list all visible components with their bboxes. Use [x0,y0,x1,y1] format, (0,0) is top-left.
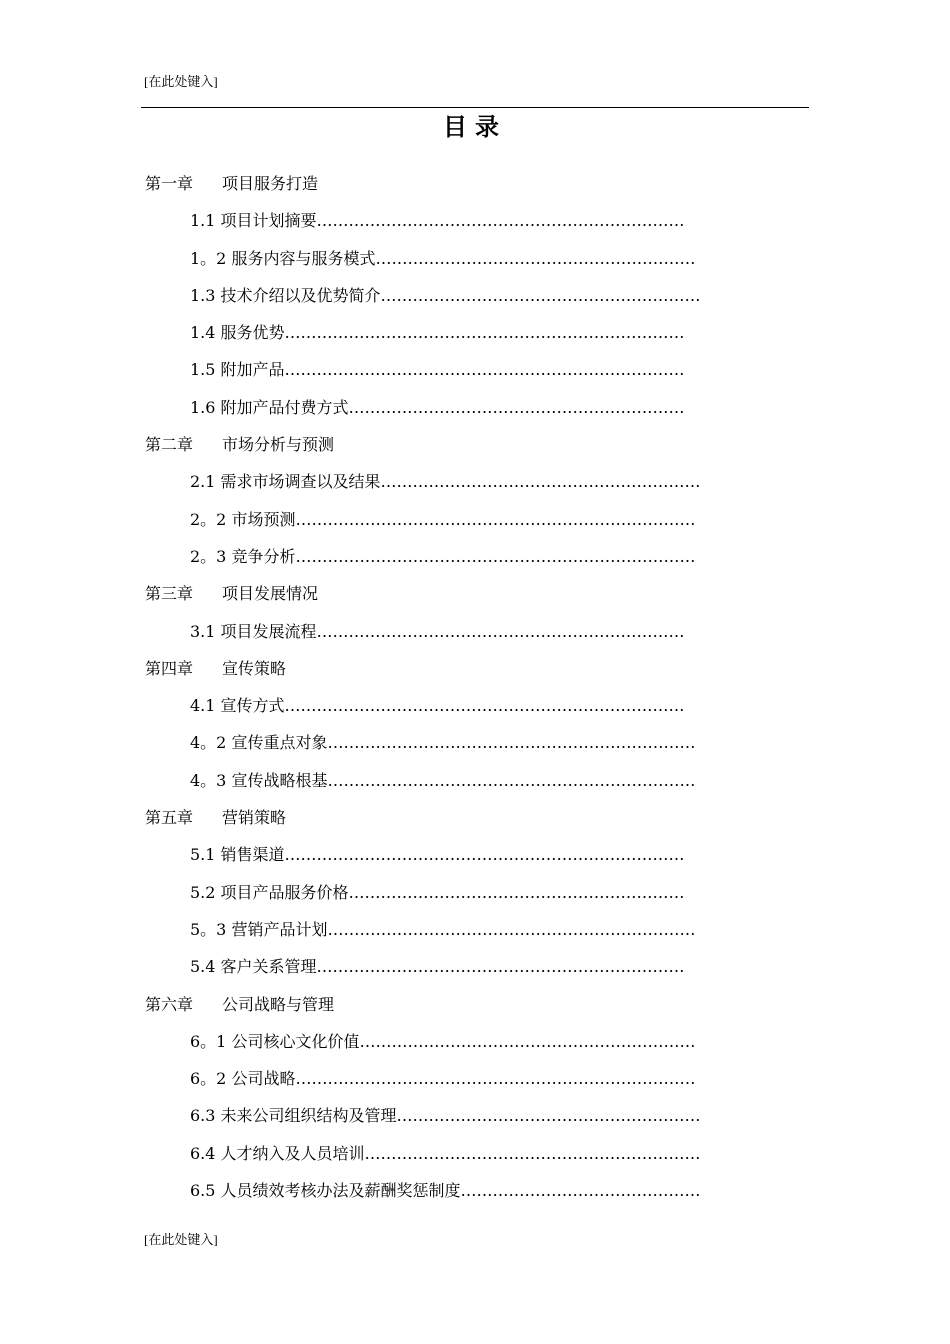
section-title: 2。3 竞争分析 [190,546,296,566]
page-title: 目录 [443,113,507,141]
toc-section[interactable] [0,314,950,351]
toc-section[interactable] [0,277,950,314]
toc-section[interactable] [0,389,950,426]
section-title: 1.1 项目计划摘要 [190,211,317,231]
dot-leader: ………………………………………………… [396,1106,701,1126]
section-title: 1.5 附加产品 [190,360,285,380]
toc-section[interactable] [0,874,950,911]
section-title: 3.1 项目发展流程 [190,621,317,641]
toc-chapter[interactable] [0,426,950,463]
chapter-title: 营销策略 [222,808,287,828]
toc-section[interactable] [0,724,950,761]
chapter-number: 第六章 [145,994,194,1014]
toc-section[interactable] [0,762,950,799]
toc-section[interactable] [0,1135,950,1172]
dot-leader: ………………………………………………………………… [295,1069,696,1089]
dot-leader: ………………………………………………………………… [284,323,685,343]
header-rule [141,107,809,108]
dot-leader: …………………………………………………………… [327,919,696,939]
dot-leader: ………………………………………………………………… [284,845,685,865]
header-placeholder[interactable]: [在此处键入] [144,74,218,89]
chapter-number: 第二章 [145,435,194,455]
section-title: 6。1 公司核心文化价值 [190,1031,360,1051]
chapter-title: 公司战略与管理 [222,994,335,1014]
section-title: 4.1 宣传方式 [190,696,285,716]
dot-leader: …………………………………………………… [380,472,701,492]
chapter-title: 市场分析与预测 [222,435,335,455]
dot-leader: …………………………………………………………… [316,621,685,641]
chapter-number: 第四章 [145,658,194,678]
toc-section[interactable] [0,240,950,277]
toc-section[interactable] [0,538,950,575]
dot-leader: …………………………………………………………… [327,770,696,790]
chapter-title: 宣传策略 [222,658,287,678]
toc-section[interactable] [0,1097,950,1134]
dot-leader: …………………………………………………………… [316,957,685,977]
section-title: 5.4 客户关系管理 [190,957,317,977]
toc-section[interactable] [0,501,950,538]
section-title: 1.6 附加产品付费方式 [190,397,349,417]
dot-leader: ………………………………………………………………… [284,696,685,716]
dot-leader: ……………………………………………………… [348,882,685,902]
dot-leader: ……………………………………… [460,1181,701,1201]
toc-section[interactable] [0,1023,950,1060]
toc-section[interactable] [0,1060,950,1097]
toc-chapter[interactable] [0,165,950,202]
chapter-number: 第五章 [145,808,194,828]
toc-section[interactable] [0,351,950,388]
toc-chapter[interactable] [0,986,950,1023]
section-title: 5.2 项目产品服务价格 [190,882,349,902]
section-title: 4。2 宣传重点对象 [190,733,328,753]
dot-leader: ……………………………………………………… [348,397,685,417]
dot-leader: ………………………………………………………………… [284,360,685,380]
toc-chapter[interactable] [0,575,950,612]
dot-leader: …………………………………………………… [380,285,701,305]
toc-section[interactable] [0,202,950,239]
footer-placeholder[interactable]: [在此处键入] [144,1232,218,1247]
chapter-number: 第三章 [145,584,194,604]
section-title: 4。3 宣传战略根基 [190,770,328,790]
section-title: 2。2 市场预测 [190,509,296,529]
dot-leader: …………………………………………………………… [316,211,685,231]
table-of-contents [0,165,950,1209]
section-title: 1.4 服务优势 [190,323,285,343]
toc-section[interactable] [0,1172,950,1209]
section-title: 6.5 人员绩效考核办法及薪酬奖惩制度 [190,1181,461,1201]
section-title: 5。3 营销产品计划 [190,919,328,939]
chapter-title: 项目发展情况 [222,584,319,604]
section-title: 5.1 销售渠道 [190,845,285,865]
toc-section[interactable] [0,836,950,873]
toc-chapter[interactable] [0,650,950,687]
toc-section[interactable] [0,687,950,724]
section-title: 2.1 需求市场调查以及结果 [190,472,381,492]
section-title: 1.3 技术介绍以及优势简介 [190,285,381,305]
chapter-number: 第一章 [145,174,194,193]
dot-leader: ………………………………………………………………… [295,509,696,529]
toc-section[interactable] [0,613,950,650]
section-title: 6.4 人才纳入及人员培训 [190,1143,365,1163]
dot-leader: …………………………………………………… [375,248,696,268]
dot-leader: ……………………………………………………… [364,1143,701,1163]
section-title: 6。2 公司战略 [190,1069,296,1089]
dot-leader: ……………………………………………………… [359,1031,696,1051]
section-title: 6.3 未来公司组织结构及管理 [190,1106,397,1126]
dot-leader: ………………………………………………………………… [295,546,696,566]
toc-chapter[interactable] [0,799,950,836]
toc-section[interactable] [0,948,950,985]
section-title: 1。2 服务内容与服务模式 [190,248,376,268]
chapter-title: 项目服务打造 [222,174,319,193]
toc-section[interactable] [0,911,950,948]
dot-leader: …………………………………………………………… [327,733,696,753]
toc-section[interactable] [0,463,950,500]
